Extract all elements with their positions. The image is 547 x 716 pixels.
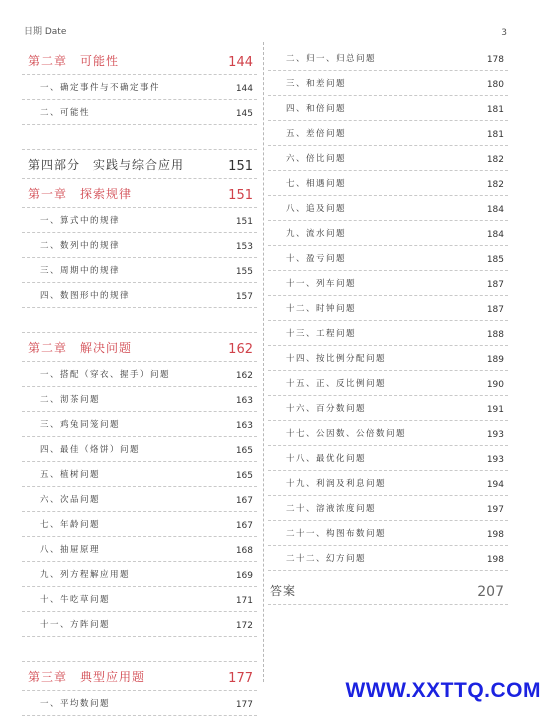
toc-title: 第二章 可能性 [28, 54, 120, 68]
toc-page: 162 [228, 342, 253, 357]
toc-title: 十五、正、反比例问题 [286, 379, 387, 389]
toc-title: 第二章 解决问题 [28, 341, 133, 355]
toc-page: 165 [235, 471, 253, 481]
toc-title: 三、周期中的规律 [40, 266, 121, 276]
toc-title: 二十、溶液浓度问题 [286, 504, 377, 514]
toc-title: 四、数图形中的规律 [40, 291, 131, 301]
toc-entry-row [22, 612, 257, 637]
toc-entry-row [268, 421, 508, 446]
toc-page: 157 [235, 292, 253, 302]
toc-title: 一、算式中的规律 [40, 216, 121, 226]
toc-title: 十九、利润及利息问题 [286, 479, 387, 489]
toc-title: 一、确定事件与不确定事件 [40, 83, 161, 93]
toc-title: 六、次品问题 [40, 495, 101, 505]
toc-page: 167 [235, 496, 253, 506]
toc-title: 十七、公因数、公倍数问题 [286, 429, 407, 439]
toc-page: 193 [486, 455, 504, 465]
toc-page: 194 [486, 480, 504, 490]
toc-entry-row [268, 246, 508, 271]
toc-page: 177 [235, 700, 253, 710]
toc-page: 151 [228, 159, 253, 174]
toc-entry-row [268, 196, 508, 221]
toc-page: 191 [486, 405, 504, 415]
toc-page: 169 [235, 571, 253, 581]
toc-page: 187 [486, 280, 504, 290]
toc-page: 145 [235, 109, 253, 119]
toc-page: 144 [235, 84, 253, 94]
toc-entry-row [22, 208, 257, 233]
toc-page: 153 [235, 242, 253, 252]
toc-page: 178 [486, 55, 504, 65]
toc-chapter-row [22, 46, 257, 75]
toc-title: 二、可能性 [40, 108, 91, 118]
toc-right-column [268, 46, 508, 605]
toc-entry-row [268, 396, 508, 421]
toc-entry-row [268, 546, 508, 571]
toc-title: 二、数列中的规律 [40, 241, 121, 251]
toc-entry-row [268, 221, 508, 246]
toc-page: 162 [235, 371, 253, 381]
toc-page: 190 [486, 380, 504, 390]
toc-title: 十一、方阵问题 [40, 620, 111, 630]
toc-entry-row [268, 46, 508, 71]
toc-page: 167 [235, 521, 253, 531]
toc-entry-row [268, 71, 508, 96]
toc-entry-row [22, 487, 257, 512]
toc-title: 八、追及问题 [286, 204, 347, 214]
toc-answer-row [268, 571, 508, 605]
date-label: 日期 Date [24, 27, 67, 37]
toc-entry-row [268, 371, 508, 396]
toc-page: 184 [486, 205, 504, 215]
toc-page: 198 [486, 555, 504, 565]
toc-page: 155 [235, 267, 253, 277]
toc-entry-row [22, 75, 257, 100]
toc-page: 189 [486, 355, 504, 365]
toc-title: 四、最佳（烙饼）问题 [40, 445, 141, 455]
toc-title: 十、牛吃草问题 [40, 595, 111, 605]
toc-title: 六、倍比问题 [286, 154, 347, 164]
toc-title: 一、搭配（穿衣、握手）问题 [40, 370, 171, 380]
toc-chapter-row [22, 179, 257, 208]
toc-left-column [22, 46, 257, 716]
toc-title: 第一章 探索规律 [28, 187, 133, 201]
toc-title: 七、年龄问题 [40, 520, 101, 530]
column-divider [263, 42, 264, 682]
toc-entry-row [268, 471, 508, 496]
toc-entry-row [268, 496, 508, 521]
toc-entry-row [22, 283, 257, 308]
toc-title: 第四部分 实践与综合应用 [28, 158, 185, 172]
toc-entry-row [22, 691, 257, 716]
toc-page: 207 [477, 584, 504, 600]
watermark: WWW.XXTTQ.COM [345, 679, 541, 702]
toc-entry-row [268, 171, 508, 196]
toc-entry-row [22, 258, 257, 283]
toc-page: 198 [486, 530, 504, 540]
toc-entry-row [268, 446, 508, 471]
toc-page: 182 [486, 180, 504, 190]
toc-page: 187 [486, 305, 504, 315]
toc-entry-row [268, 121, 508, 146]
toc-page: 181 [486, 105, 504, 115]
toc-title: 一、平均数问题 [40, 699, 111, 709]
toc-page: 182 [486, 155, 504, 165]
toc-entry-row [22, 233, 257, 258]
toc-blank-row [22, 125, 257, 150]
toc-blank-row [22, 308, 257, 333]
toc-title: 五、差倍问题 [286, 129, 347, 139]
toc-title: 十八、最优化问题 [286, 454, 367, 464]
toc-title: 三、鸡兔同笼问题 [40, 420, 121, 430]
toc-page: 180 [486, 80, 504, 90]
toc-title: 二、沏茶问题 [40, 395, 101, 405]
toc-title: 十二、时钟问题 [286, 304, 357, 314]
toc-title: 十三、工程问题 [286, 329, 357, 339]
toc-title: 十一、列车问题 [286, 279, 357, 289]
toc-title: 答案 [270, 584, 297, 598]
toc-title: 五、植树问题 [40, 470, 101, 480]
toc-entry-row [22, 100, 257, 125]
toc-title: 第三章 典型应用题 [28, 670, 146, 684]
toc-page: 171 [235, 596, 253, 606]
toc-entry-row [268, 296, 508, 321]
page-number: 3 [501, 28, 507, 38]
toc-page: 193 [486, 430, 504, 440]
toc-page: 163 [235, 396, 253, 406]
toc-entry-row [22, 512, 257, 537]
toc-title: 四、和倍问题 [286, 104, 347, 114]
toc-part-row [22, 150, 257, 179]
toc-entry-row [22, 362, 257, 387]
page-header [24, 18, 507, 38]
toc-page: 177 [228, 671, 253, 686]
toc-page: 197 [486, 505, 504, 515]
toc-title: 二、归一、归总问题 [286, 54, 377, 64]
toc-page: 168 [235, 546, 253, 556]
toc-entry-row [268, 521, 508, 546]
toc-title: 七、相遇问题 [286, 179, 347, 189]
toc-title: 二十二、幻方问题 [286, 554, 367, 564]
toc-page: 184 [486, 230, 504, 240]
toc-blank-row [22, 637, 257, 662]
toc-title: 八、抽屉原理 [40, 545, 101, 555]
toc-title: 九、流水问题 [286, 229, 347, 239]
toc-entry-row [268, 346, 508, 371]
toc-entry-row [268, 96, 508, 121]
toc-entry-row [268, 146, 508, 171]
toc-page: 172 [235, 621, 253, 631]
toc-page: 144 [228, 55, 253, 70]
toc-page: 163 [235, 421, 253, 431]
toc-entry-row [22, 437, 257, 462]
toc-chapter-row [22, 662, 257, 691]
toc-title: 十六、百分数问题 [286, 404, 367, 414]
toc-entry-row [22, 387, 257, 412]
toc-page: 151 [235, 217, 253, 227]
toc-entry-row [268, 271, 508, 296]
toc-entry-row [268, 321, 508, 346]
toc-page: 151 [228, 188, 253, 203]
toc-entry-row [22, 562, 257, 587]
toc-title: 三、和差问题 [286, 79, 347, 89]
toc-page: 181 [486, 130, 504, 140]
toc-page: 165 [235, 446, 253, 456]
toc-title: 十四、按比例分配问题 [286, 354, 387, 364]
toc-title: 二十一、构图布数问题 [286, 529, 387, 539]
toc-entry-row [22, 537, 257, 562]
toc-entry-row [22, 412, 257, 437]
toc-chapter-row [22, 333, 257, 362]
toc-entry-row [22, 462, 257, 487]
toc-page: 185 [486, 255, 504, 265]
toc-title: 十、盈亏问题 [286, 254, 347, 264]
toc-entry-row [22, 587, 257, 612]
toc-title: 九、列方程解应用题 [40, 570, 131, 580]
toc-page: 188 [486, 330, 504, 340]
